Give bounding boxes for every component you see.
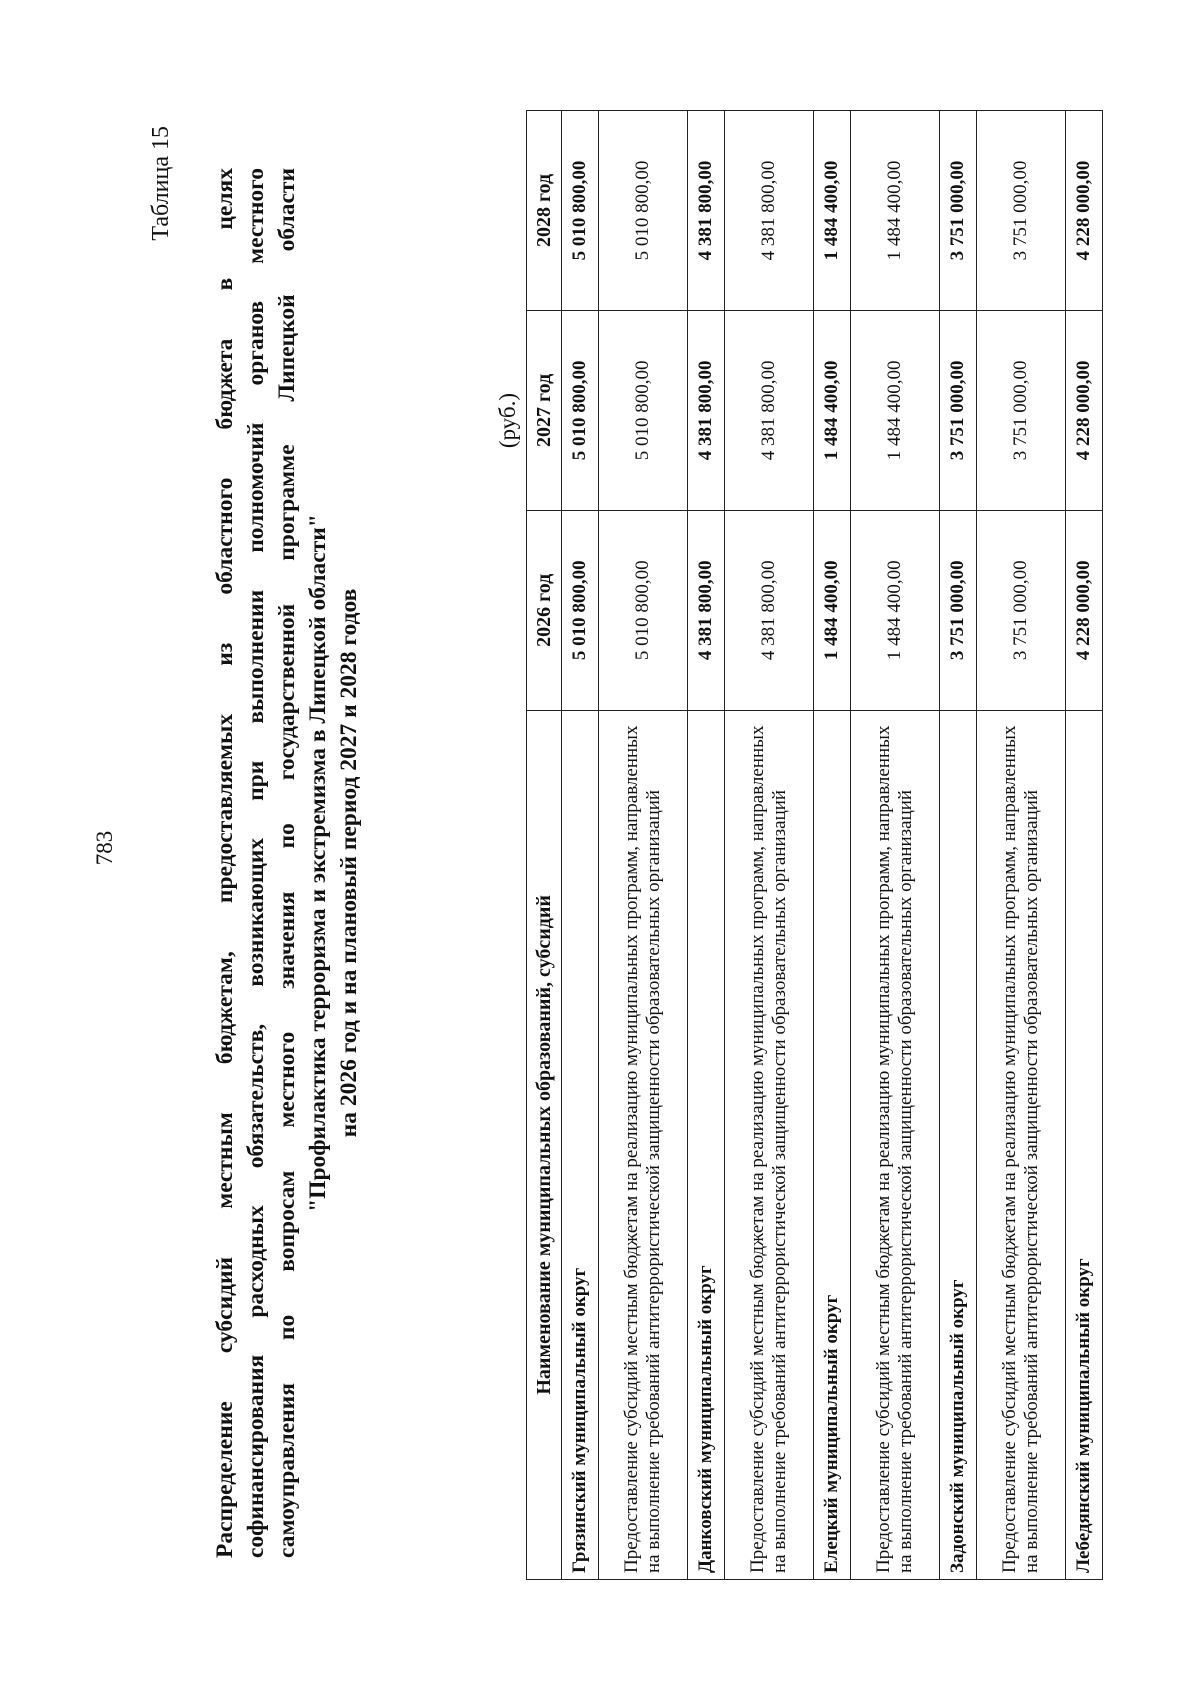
table-row [977,111,1066,1580]
value-2027: 4 381 800,00 [688,310,725,510]
value-2028: 5 010 800,00 [562,111,599,311]
header-2026: 2026 год [527,510,562,710]
unit-label: (руб.) [495,393,520,449]
title-line: самоуправления по вопросам местного значения по государственной программе Липецкой области [274,168,300,1558]
table-row [725,111,814,1580]
row-name: Предоставление субсидий местным бюджетам на реализацию муниципальных программ, направленных на выполнение требований антитеррористической защищенности образовательных организаций [725,710,814,1579]
value-2027: 4 228 000,00 [1066,310,1103,510]
row-name: Предоставление субсидий местным бюджетам на реализацию муниципальных программ, направленных на выполнение требований антитеррористической защищенности образовательных организаций [977,710,1066,1579]
value-2028: 4 381 800,00 [688,111,725,311]
row-name: Данковский муниципальный округ [688,710,725,1579]
row-name: Грязинский муниципальный округ [562,710,599,1579]
value-2027: 1 484 400,00 [814,310,851,510]
value-2028: 3 751 000,00 [940,111,977,311]
table-header-row [527,111,562,1580]
page-number: 783 [92,830,117,866]
table-row [688,111,725,1580]
value-2027: 3 751 000,00 [977,310,1066,510]
header-name: Наименование муниципальных образований, субсидий [527,710,562,1579]
title-line: софинансирования расходных обязательств, возникающих при выполнении полномочий органов местного [243,168,269,1558]
value-2026: 4 228 000,00 [1066,510,1103,710]
row-name: Елецкий муниципальный округ [814,710,851,1579]
value-2027: 1 484 400,00 [851,310,940,510]
value-2027: 5 010 800,00 [562,310,599,510]
value-2028: 1 484 400,00 [814,111,851,311]
value-2027: 5 010 800,00 [599,310,688,510]
value-2028: 3 751 000,00 [977,111,1066,311]
table-label: Таблица 15 [148,126,174,241]
value-2028: 5 010 800,00 [599,111,688,311]
rotated-page [70,58,1130,1638]
document-title [210,168,365,1558]
table-row [562,111,599,1580]
value-2026: 3 751 000,00 [940,510,977,710]
title-line: Распределение субсидий местным бюджетам, предоставляемых из областного бюджета в целях [212,168,238,1558]
value-2026: 1 484 400,00 [851,510,940,710]
header-2028: 2028 год [527,111,562,311]
value-2028: 4 381 800,00 [725,111,814,311]
value-2026: 5 010 800,00 [599,510,688,710]
table-row [851,111,940,1580]
row-name: Лебедянский муниципальный округ [1066,710,1103,1579]
row-name: Предоставление субсидий местным бюджетам на реализацию муниципальных программ, направленных на выполнение требований антитеррористической защищенности образовательных организаций [599,710,688,1579]
title-line: "Профилактика терроризма и экстремизма в Липецкой области" [305,514,331,1212]
value-2026: 4 381 800,00 [688,510,725,710]
value-2026: 5 010 800,00 [562,510,599,710]
row-name: Предоставление субсидий местным бюджетам на реализацию муниципальных программ, направленных на выполнение требований антитеррористической защищенности образовательных организаций [851,710,940,1579]
value-2026: 4 381 800,00 [725,510,814,710]
value-2027: 3 751 000,00 [940,310,977,510]
value-2026: 3 751 000,00 [977,510,1066,710]
subsidy-table [526,110,1103,1580]
table-row [599,111,688,1580]
row-name: Задонский муниципальный округ [940,710,977,1579]
value-2028: 1 484 400,00 [851,111,940,311]
value-2028: 4 228 000,00 [1066,111,1103,311]
header-2027: 2027 год [527,310,562,510]
value-2026: 1 484 400,00 [814,510,851,710]
table-row [814,111,851,1580]
title-line: на 2026 год и на плановый период 2027 и 2028 годов [336,588,362,1138]
table-row [940,111,977,1580]
value-2027: 4 381 800,00 [725,310,814,510]
table-row [1066,111,1103,1580]
